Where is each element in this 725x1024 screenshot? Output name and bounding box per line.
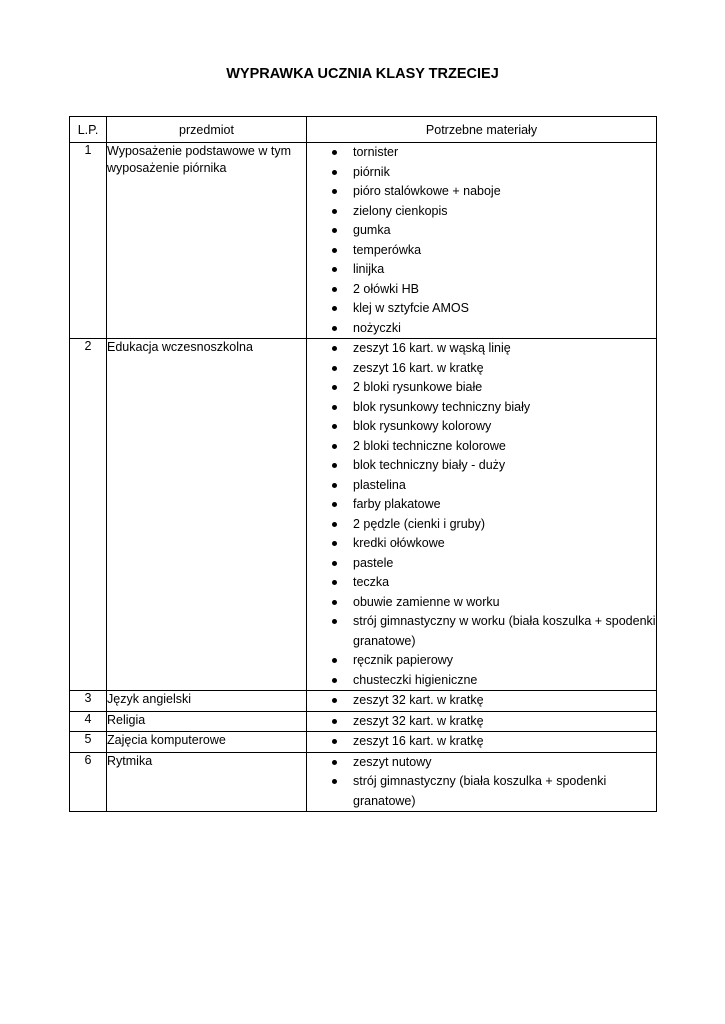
subject-cell: Rytmika bbox=[107, 752, 307, 812]
material-text: nożyczki bbox=[353, 320, 401, 335]
materials-cell bbox=[307, 752, 657, 812]
bullet-icon bbox=[332, 760, 337, 765]
bullet-icon bbox=[332, 619, 337, 624]
supplies-table bbox=[69, 116, 657, 812]
material-text: piórnik bbox=[353, 164, 390, 179]
materials-list bbox=[307, 712, 656, 732]
bullet-icon bbox=[332, 306, 337, 311]
materials-list bbox=[307, 339, 656, 690]
materials-cell bbox=[307, 732, 657, 753]
list-item bbox=[307, 202, 656, 222]
bullet-icon bbox=[332, 561, 337, 566]
bullet-icon bbox=[332, 209, 337, 214]
material-text: strój gimnastyczny w worku (biała koszulka + spodenki granatowe) bbox=[353, 614, 656, 648]
material-text: zeszyt nutowy bbox=[353, 754, 432, 769]
material-text: plastelina bbox=[353, 477, 406, 492]
material-text: ręcznik papierowy bbox=[353, 653, 454, 667]
list-item bbox=[307, 456, 656, 476]
bullet-icon bbox=[332, 541, 337, 546]
table-row bbox=[70, 691, 657, 712]
list-item bbox=[307, 515, 656, 535]
bullet-icon bbox=[332, 150, 337, 155]
bullet-icon bbox=[332, 346, 337, 351]
bullet-icon bbox=[332, 385, 337, 390]
bullet-icon bbox=[332, 444, 337, 449]
table-row bbox=[70, 339, 657, 691]
list-item bbox=[307, 476, 656, 496]
material-text: pióro stalówkowe + naboje bbox=[353, 184, 501, 198]
bullet-icon bbox=[332, 366, 337, 371]
row-number: 5 bbox=[70, 732, 107, 753]
list-item bbox=[307, 437, 656, 457]
header-subject: przedmiot bbox=[107, 117, 307, 143]
list-item bbox=[307, 182, 656, 202]
list-item bbox=[307, 593, 656, 613]
row-number: 2 bbox=[70, 339, 107, 691]
list-item bbox=[307, 712, 656, 732]
bullet-icon bbox=[332, 248, 337, 253]
material-text: zeszyt 32 kart. w kratkę bbox=[353, 693, 484, 707]
materials-cell bbox=[307, 143, 657, 339]
materials-cell bbox=[307, 339, 657, 691]
list-item bbox=[307, 319, 656, 339]
material-text: pastele bbox=[353, 555, 394, 570]
material-text: farby plakatowe bbox=[353, 497, 441, 511]
row-number: 4 bbox=[70, 711, 107, 732]
bullet-icon bbox=[332, 267, 337, 272]
material-text: teczka bbox=[353, 575, 390, 589]
material-text: zeszyt 16 kart. w kratkę bbox=[353, 360, 484, 375]
materials-list bbox=[307, 732, 656, 752]
bullet-icon bbox=[332, 719, 337, 724]
list-item bbox=[307, 221, 656, 241]
list-item bbox=[307, 417, 656, 437]
list-item bbox=[307, 573, 656, 593]
table-row bbox=[70, 752, 657, 812]
material-text: 2 bloki techniczne kolorowe bbox=[353, 438, 506, 453]
materials-list bbox=[307, 143, 656, 338]
list-item bbox=[307, 280, 656, 300]
material-text: blok rysunkowy kolorowy bbox=[353, 419, 492, 433]
bullet-icon bbox=[332, 170, 337, 175]
row-number: 3 bbox=[70, 691, 107, 712]
material-text: kredki ołówkowe bbox=[353, 536, 445, 550]
document-title: WYPRAWKA UCZNIA KLASY TRZECIEJ bbox=[226, 66, 499, 82]
material-text: tornister bbox=[353, 145, 399, 159]
subject-cell: Zajęcia komputerowe bbox=[107, 732, 307, 753]
list-item bbox=[307, 163, 656, 183]
subject-cell: Język angielski bbox=[107, 691, 307, 712]
table-row bbox=[70, 143, 657, 339]
material-text: zeszyt 32 kart. w kratkę bbox=[353, 713, 484, 728]
list-item bbox=[307, 753, 656, 773]
list-item bbox=[307, 299, 656, 319]
row-number: 6 bbox=[70, 752, 107, 812]
materials-cell bbox=[307, 691, 657, 712]
bullet-icon bbox=[332, 287, 337, 292]
list-item bbox=[307, 241, 656, 261]
list-item bbox=[307, 359, 656, 379]
material-text: zeszyt 16 kart. w kratkę bbox=[353, 734, 484, 748]
subject-cell: Religia bbox=[107, 711, 307, 732]
bullet-icon bbox=[332, 600, 337, 605]
header-materials: Potrzebne materiały bbox=[307, 117, 657, 143]
header-lp: L.P. bbox=[70, 117, 107, 143]
bullet-icon bbox=[332, 424, 337, 429]
bullet-icon bbox=[332, 580, 337, 585]
bullet-icon bbox=[332, 228, 337, 233]
bullet-icon bbox=[332, 463, 337, 468]
list-item bbox=[307, 495, 656, 515]
material-text: blok rysunkowy techniczny biały bbox=[353, 399, 531, 414]
list-item bbox=[307, 612, 656, 651]
bullet-icon bbox=[332, 405, 337, 410]
material-text: temperówka bbox=[353, 242, 422, 257]
material-text: chusteczki higieniczne bbox=[353, 672, 478, 687]
list-item bbox=[307, 143, 656, 163]
material-text: zeszyt 16 kart. w wąską linię bbox=[353, 341, 511, 355]
list-item bbox=[307, 554, 656, 574]
list-item bbox=[307, 398, 656, 418]
list-item bbox=[307, 691, 656, 711]
list-item bbox=[307, 671, 656, 691]
subject-cell: Edukacja wczesnoszkolna bbox=[107, 339, 307, 691]
list-item bbox=[307, 534, 656, 554]
list-item bbox=[307, 772, 656, 811]
material-text: klej w sztyfcie AMOS bbox=[353, 301, 469, 315]
list-item bbox=[307, 378, 656, 398]
subject-cell: Wyposażenie podstawowe w tym wyposażenie piórnika bbox=[107, 143, 307, 339]
bullet-icon bbox=[332, 189, 337, 194]
list-item bbox=[307, 260, 656, 280]
bullet-icon bbox=[332, 522, 337, 527]
list-item bbox=[307, 651, 656, 671]
table-row bbox=[70, 711, 657, 732]
bullet-icon bbox=[332, 502, 337, 507]
list-item bbox=[307, 732, 656, 752]
table-row bbox=[70, 732, 657, 753]
material-text: 2 bloki rysunkowe białe bbox=[353, 380, 483, 394]
bullet-icon bbox=[332, 483, 337, 488]
material-text: blok techniczny biały - duży bbox=[353, 458, 506, 472]
list-item bbox=[307, 339, 656, 359]
bullet-icon bbox=[332, 678, 337, 683]
material-text: 2 pędzle (cienki i gruby) bbox=[353, 516, 486, 531]
row-number: 1 bbox=[70, 143, 107, 339]
material-text: linijka bbox=[353, 262, 385, 276]
table-header-row bbox=[70, 117, 657, 143]
material-text: zielony cienkopis bbox=[353, 203, 448, 218]
materials-list bbox=[307, 691, 656, 711]
materials-cell bbox=[307, 711, 657, 732]
bullet-icon bbox=[332, 739, 337, 744]
bullet-icon bbox=[332, 779, 337, 784]
material-text: strój gimnastyczny (biała koszulka + spodenki granatowe) bbox=[353, 774, 607, 808]
table-body bbox=[70, 143, 657, 812]
material-text: obuwie zamienne w worku bbox=[353, 594, 500, 609]
material-text: 2 ołówki HB bbox=[353, 281, 419, 296]
bullet-icon bbox=[332, 698, 337, 703]
bullet-icon bbox=[332, 326, 337, 331]
material-text: gumka bbox=[353, 223, 391, 237]
bullet-icon bbox=[332, 658, 337, 663]
materials-list bbox=[307, 753, 656, 812]
